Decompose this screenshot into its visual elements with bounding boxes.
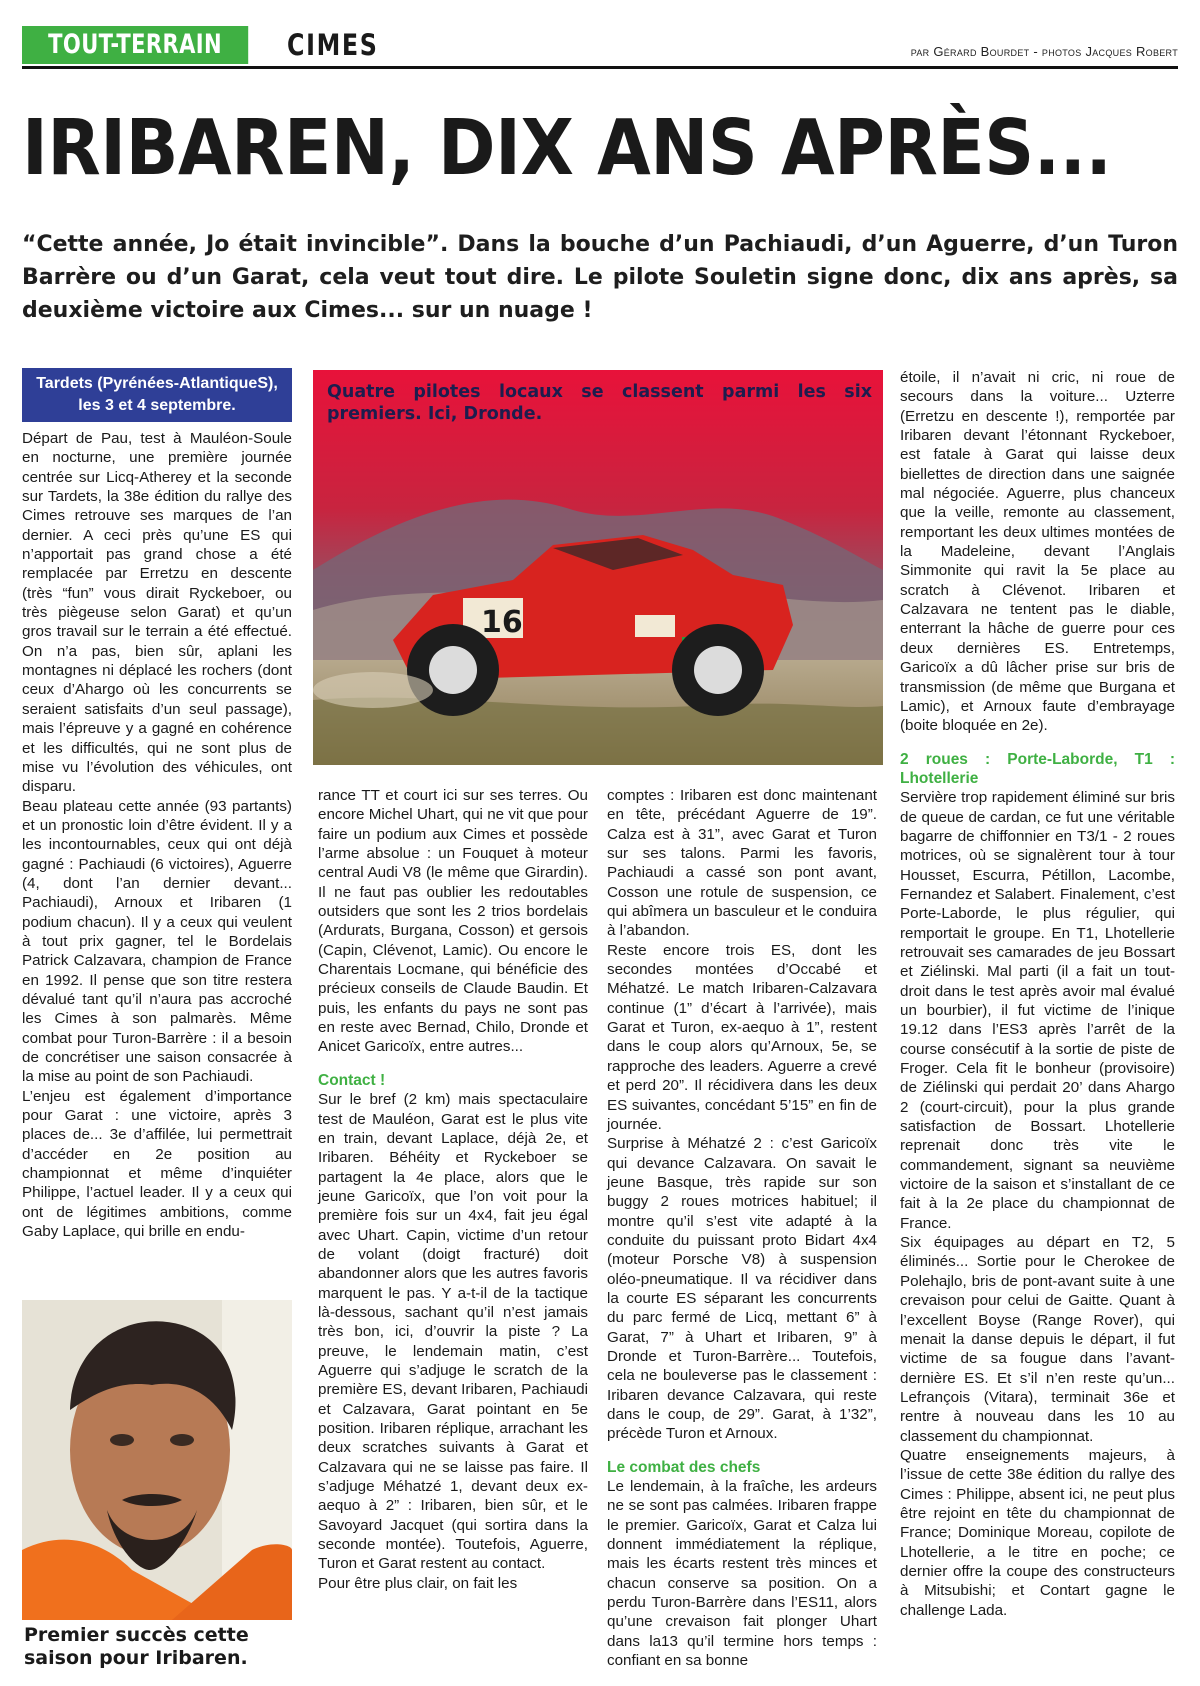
- paragraph: Le lendemain, à la fraîche, les ardeurs ne se sont pas calmées. Iribaren frappe le premier. Garicoïx, Garat et Calza lui donnent immédiatement la réplique, mais les écarts restent très minces et chacun conserve sa position. On a perdu Turon-Barrère dans l’ES11, alors qu’une crevaison fait plonger Uhart dans la13 qu’il termine hors temps : confiant en sa bonne: [607, 1478, 877, 1670]
- byline-credit: par Gérard Bourdet - photos Jacques Robert: [910, 44, 1178, 59]
- paragraph: comptes : Iribaren est donc maintenant en tête, précédant Aguerre de 19”. Calza est à 31”, avec Garat et Turon sur ses talons. Parmi les favoris, Pachiaudi a cassé son pont avant, Cosson une rotule de suspension, ce qui abîmera un basculeur et le conduira à l’abandon.: [607, 787, 877, 940]
- paragraph: Beau plateau cette année (93 partants) et un pronostic loin d’être évident. Il y a les incontournables, ceux qui ont déjà gagné : Pachiaudi (6 victoires), Aguerre (4, dont l’an dernier devant... Pachiaudi), Arnoux et Iribaren (1 podium chacun). Il y a ceux qui veulent à tout prix gagner, tel le Bordelais Patrick Calzavara, champion de France en 1992. Il pense que son titre restera dévalué tant qu’il n’aura pas accroché les Cimes à son palmarès. Même combat pour Turon-Barrère : il a besoin de concrétiser une saison consacrée à la mise au point de son Pachiaudi.: [22, 797, 292, 1086]
- header-rule: [22, 66, 1178, 69]
- paragraph: Sur le bref (2 km) mais spectaculaire test de Mauléon, Garat est le plus vite en train, devant Laplace, déjà 2e, et Iribaren. Béhéity et Ryckeboer se partagent la 4e place, alors que le jeune Garicoïx, que l’on voit pour la première fois sur un 4x4, fait jeu égal avec Uhart. Capin, victime d’un retour de volant (doigt fracturé) doit abandonner alors que les autres favoris marquent le pas. Y a-t-il de la tactique là-dessous, sachant qu’il n’est jamais très bon, ici, d’ouvrir la piste ? La preuve, le lendemain matin, c’est Aguerre qui s’adjuge le scratch de la première ES, devant Iribaren, Pachiaudi et Calzavara, Garat pointant en 5e position. Iribaren réplique, arrachant les deux scratches suivants à Garat et Calzavara qui ne se laisse pas faire. Il s’adjuge Méhatzé 1, devant deux ex-aequo à 2” : Iribaren, bien sûr, et le Savoyard Jacquet (qui sortira dans la seconde montée). Toutefois, Aguerre, Turon et Garat restent au contact.: [318, 1091, 588, 1573]
- paragraph: Reste encore trois ES, dont les secondes montées d’Occabé et Méhatzé. Le match Iribaren-Calzavara continue (1” d’écart à l’arrivée), mais Garat et Turon, ex-aequo à 1”, restent dans le coup alors qu’Arnoux, 5e, se rapproche des leaders. Aguerre a crevé et perd 20”. Il récidivera dans les deux ES suivantes, concédant 5’15” en fin de journée.: [607, 941, 877, 1133]
- portrait-caption: Premier succès cette saison pour Iribaren.: [24, 1624, 249, 1669]
- headline: IRIBAREN, DIX ANS APRÈS...: [22, 104, 1112, 193]
- paragraph: étoile, il n’avait ni cric, ni roue de secours dans la voiture... Uzterre (Erretzu en descente !), remportée par Iribaren devant l’étonnant Ryckeboer, est fatale à Garat qui laisse deux biellettes de direction dans une saignée mal négociée. Aguerre, plus chanceux que la veille, remonte au classement, remportant les deux ultimes montées de la Madeleine, devant l’Anglais Simmonite qui ravit la 5e place au scratch à Clévenot. Iribaren et Calzavara ne tentent pas le diable, enterrant la hâche de guerre pour ces deux dernières ES. Entretemps, Garicoïx a dû lâcher prise sur bris de transmission (de même que Burgana et Lamic), et Arnoux faute d’embrayage (boite bloquée en 2e).: [900, 369, 1175, 735]
- paragraph: Surprise à Méhatzé 2 : c’est Garicoïx qui devance Calzavara. On savait le jeune Basque, très rapide sur son buggy 2 roues motrices habituel; il montre qu’il s’est vite adapté à la conduite du puissant proto Bidart 4x4 (moteur Porsche V8) à suspension oléo-pneumatique. Il va récidiver dans la courte ES séparant les concurrents du parc fermé de Licq, mettant 6” à Garat, 7” à Uhart et Iribaren, 9” à Dronde et Turon-Barrère... Toutefois, cela ne bouleverse pas le classement : Iribaren devance Calzavara, qui reste dans le coup, de 29”. Garat, à 1’32”, précède Turon et Arnoux.: [607, 1135, 877, 1443]
- article-column-3: [607, 786, 877, 1670]
- dateline-date: les 3 et 4 septembre.: [78, 397, 236, 414]
- rubric-tout-terrain: TOUT-TERRAIN: [22, 26, 248, 64]
- paragraph: rance TT et court ici sur ses terres. Ou encore Michel Uhart, qui ne vit que pour faire un podium aux Cimes et possède l’arme absolue : un Fouquet à moteur central Audi V8 (le même que Girardin). Il ne faut pas oublier les redoutables outsiders que sont les 2 trios bordelais (Ardurats, Burgana, Cosson) et gersois (Capin, Clévenot, Lamic). Ou encore le Charentais Locmane, qui bénéficie des précieux conseils de Claude Baudin. Et puis, les enfants du pays ne sont pas en reste avec Bernad, Chilo, Dronde et Anicet Garicoïx, entre autres...: [318, 787, 588, 1056]
- car-number: 16: [481, 605, 523, 640]
- paragraph: Six équipages au départ en T2, 5 éliminés... Sortie pour le Cherokee de Polehajlo, bris de pont-avant suite à une crevaison pour celui de Gaitte. Quant à l’excellent Boyse (Range Rover), qui menait la danse depuis le départ, il fut victime de sa fougue dans l’avant-dernière ES. Et s’il n’en reste qu’un... Lefrançois (Vitara), terminait 36e et rentre à nouveau dans les 10 au classement du championnat.: [900, 1234, 1175, 1445]
- dateline-box: [22, 368, 292, 422]
- rally-car-illustration: [313, 370, 883, 765]
- main-photo-rally-car: [313, 370, 883, 765]
- article-column-4: [900, 368, 1175, 1620]
- subheading-combat: Le combat des chefs: [607, 1458, 761, 1476]
- paragraph: Quatre enseignements majeurs, à l’issue de cette 38e édition du rallye des Cimes : Philippe, absent ici, ne peut plus être rejoint en tête du championnat de France; Dominique Moreau, copilote de Lhotellerie, a le titre en poche; ce dernier offre la coupe des constructeurs à Mitsubishi; et Contart gagne le challenge Lada.: [900, 1446, 1175, 1619]
- dateline-place: Tardets (Pyrénées-AtlantiqueS),: [36, 375, 278, 392]
- subheading-2-roues: 2 roues : Porte-Laborde, T1 : Lhotellerie: [900, 750, 1175, 787]
- section-title: CIMES: [287, 28, 379, 62]
- portrait-illustration: [22, 1300, 292, 1620]
- article-column-2: [318, 786, 588, 1593]
- paragraph: Départ de Pau, test à Mauléon-Soule en nocturne, une première journée centrée sur Licq-Atherey et la seconde sur Tardets, la 38e édition du rallye des Cimes retrouve ses marques de l’an dernier. A ceci près qu’une ES qui n’apportait pas grand chose a été remplacée par Erretzu en descente (très “fun” vous dirait Ryckeboer, ou très piègeuse selon Garat) et qu’un gros travail sur le terrain a été effectué. On n’a pas, bien sûr, aplani les montagnes ni déplacé les rochers (dont ceux d’Ahargo où les concurrents se seraient satisfaits d’un seul passage), mais l’épreuve y a gagné en cohérence et les difficultés, qui ne sont plus de mise vu l’évolution des véhicules, ont disparu.: [22, 430, 292, 796]
- paragraph: L’enjeu est également d’importance pour Garat : une victoire, après 3 places de... 3e d’affilée, lui permettrait d’accéder en 2e position au championnat et même d’inquiéter Philippe, l’actuel leader. Il y a ceux qui ont de légitimes ambitions, comme Gaby Laplace, qui brille en endu-: [22, 1087, 292, 1241]
- article-column-1: [22, 429, 292, 1241]
- standfirst: “Cette année, Jo était invincible”. Dans la bouche d’un Pachiaudi, d’un Aguerre, d’un Turon Barrère ou d’un Garat, cela veut tout dire. Le pilote Souletin signe donc, dix ans après, sa deuxième victoire aux Cimes... sur un nuage !: [22, 232, 1178, 323]
- subheading-contact: Contact !: [318, 1071, 386, 1089]
- main-photo-caption: Quatre pilotes locaux se classent parmi les six premiers. Ici, Dronde.: [327, 382, 872, 424]
- portrait-photo-iribaren: [22, 1300, 292, 1620]
- paragraph: Pour être plus clair, on fait les: [318, 1574, 518, 1592]
- paragraph: Servière trop rapidement éliminé sur bris de queue de cardan, ce fut une véritable bagarre de chiffonnier en T3/1 - 2 roues motrices, où se signalèrent tour à tour Housset, Escurra, Pétillon, Lacombe, Fernandez et Salabert. Finalement, c’est Porte-Laborde, le plus régulier, qui remportait le groupe. En T1, Lhotellerie retrouvait ses camarades de jeu Bossart et Ziélinski. Mal parti (il a fait un tout-droit dans le test après avoir mal évalué un bourbier), il fut victime de l’inique 19.12 dans l’ES3 après l’arrêt de la course consécutif à la sortie de piste de Froger. Cela fit le bonheur (provisoire) de Ziélinski qui perdait 20’ dans Ahargo 2 (court-circuit), pour la plus grande satisfaction de Bossart. Lhotellerie reprenait donc très vite le commandement, signant sa neuvième victoire de la saison et s’installant de ce fait à la 2e place du championnat de France.: [900, 789, 1175, 1232]
